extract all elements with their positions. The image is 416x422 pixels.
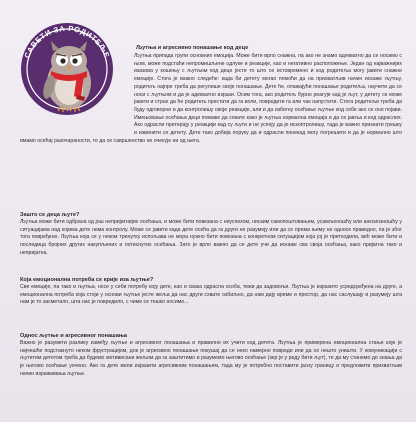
section-2 xyxy=(20,211,402,258)
section-2-title: Зашто се деца љуте? xyxy=(20,212,80,218)
section-2-body: Љутња може бити одбрана од још непријатнијих осећања, и може бити повезана с неуспехом, ниским самопоштовањем, усамљеношћу или анксиозношћу у ситуацијама над којима дете нема контролу. Може се јавити када дете осећа да га други не разумеју или да се према њему не односе праведно, па је због тога повређено. Љутња која се у неком тренутку испољава не мора нужно бити повезана с конкретном ситуацијом која јој је претходила, већ може бити и последица бројних других накупљених и потиснутих осећања. Зато је врло важно да се дете учи да искаже сва своја осећања, како пријатна тако и непријатна. xyxy=(20,219,402,256)
section-4 xyxy=(20,332,402,379)
section-1 xyxy=(136,44,402,52)
section-1-title: Љутња и агресивно понашање код деце xyxy=(136,45,249,51)
section-3 xyxy=(20,276,402,307)
badge-title: САВЕТИ ЗА РОДИТЕЉЕ xyxy=(22,23,112,60)
section-1-body: Љутња припада групи основних емоција. Може бити врло снажна, па ако не знамо адекватно да се носимо с њом, може подстаћи непромишљене одлуке и реакције, као и негативно расположење. Један од најважнијих изазова у кошењу с љутњом код деце јесте то што се истовремено и код родитеља могу јавити снажне емоције. Стога је важно следеће: када би детету могао помоћи да на прихватљив начин искаже љутњу, родитељ најпре треба да регулише своје понашање. Дете ће, опажајући понашање родитеља, научити да се носи с љутњом и да је адекватно изрази. Осим тога, ако родитељ бурно реагује кад је љут, у детету се може јавити и страх да ће родитељ престати да га воли, повредити га или чак напустити. Стога родитељи треба да буду одговорни и да контролишу своје реакције, али и да избегну осећање љутње код себе ако се оно појави. Имењовање осећања деци помаже да схвате како је љутња нормална емоција и да се јавља и код одраслих. Ако одрасли претерају у реакцији кад су љути и не успеју да је ископтролишу, тада је важно признати грешку и извинити се детету. Дете тако добија поруку да и одрасли понекад могу погрешити и да је нормално што имамо осећај разочараности, те да се савршенство не очекује ни од њега. xyxy=(20,53,402,144)
section-1-body-wrap xyxy=(20,53,402,195)
section-3-title: Која емоционална потреба се крије иза љутње? xyxy=(20,277,154,283)
section-4-body: Важно је разумети разлику између љутње и агресивног понашања и правилно их учити код детета. Љутња је примерена емоционална стање које је најчешће подстакнуто неком фрустрацијом, док је агресивно понашање покушај да се неко намерно повреди или да се нешто уништи. У комуникацији с љутитим дететом треба да будемо мотивисани жељом да га заштитимо и разумемо његово осећање (зер је у реду бити љут), те да му станемо до знања да је његово осећање уочено. Ако га дете жели изразити агресивним понашањем, тада му је потребно поставити јасну границу и предложити прихватљив начин изражавања љутње. xyxy=(20,340,402,377)
section-3-body: Све емоције, па тако и љутња, носе у себи потребу коју дете, као и свака одрасла особа, тежи да задовољи. Љутња је изразито усредсређена на друге, а емоционална потреба која стоји у основи љутње јесте жеља да нас други схвате озбиљно, да нам дају време и простор, да нас саслушају и разумеју шта нам је то засметало, шта нас је повредило, с чиме се тешко носимо... xyxy=(20,284,402,306)
section-4-title: Однос љутње и агресивног понашања xyxy=(20,333,128,339)
